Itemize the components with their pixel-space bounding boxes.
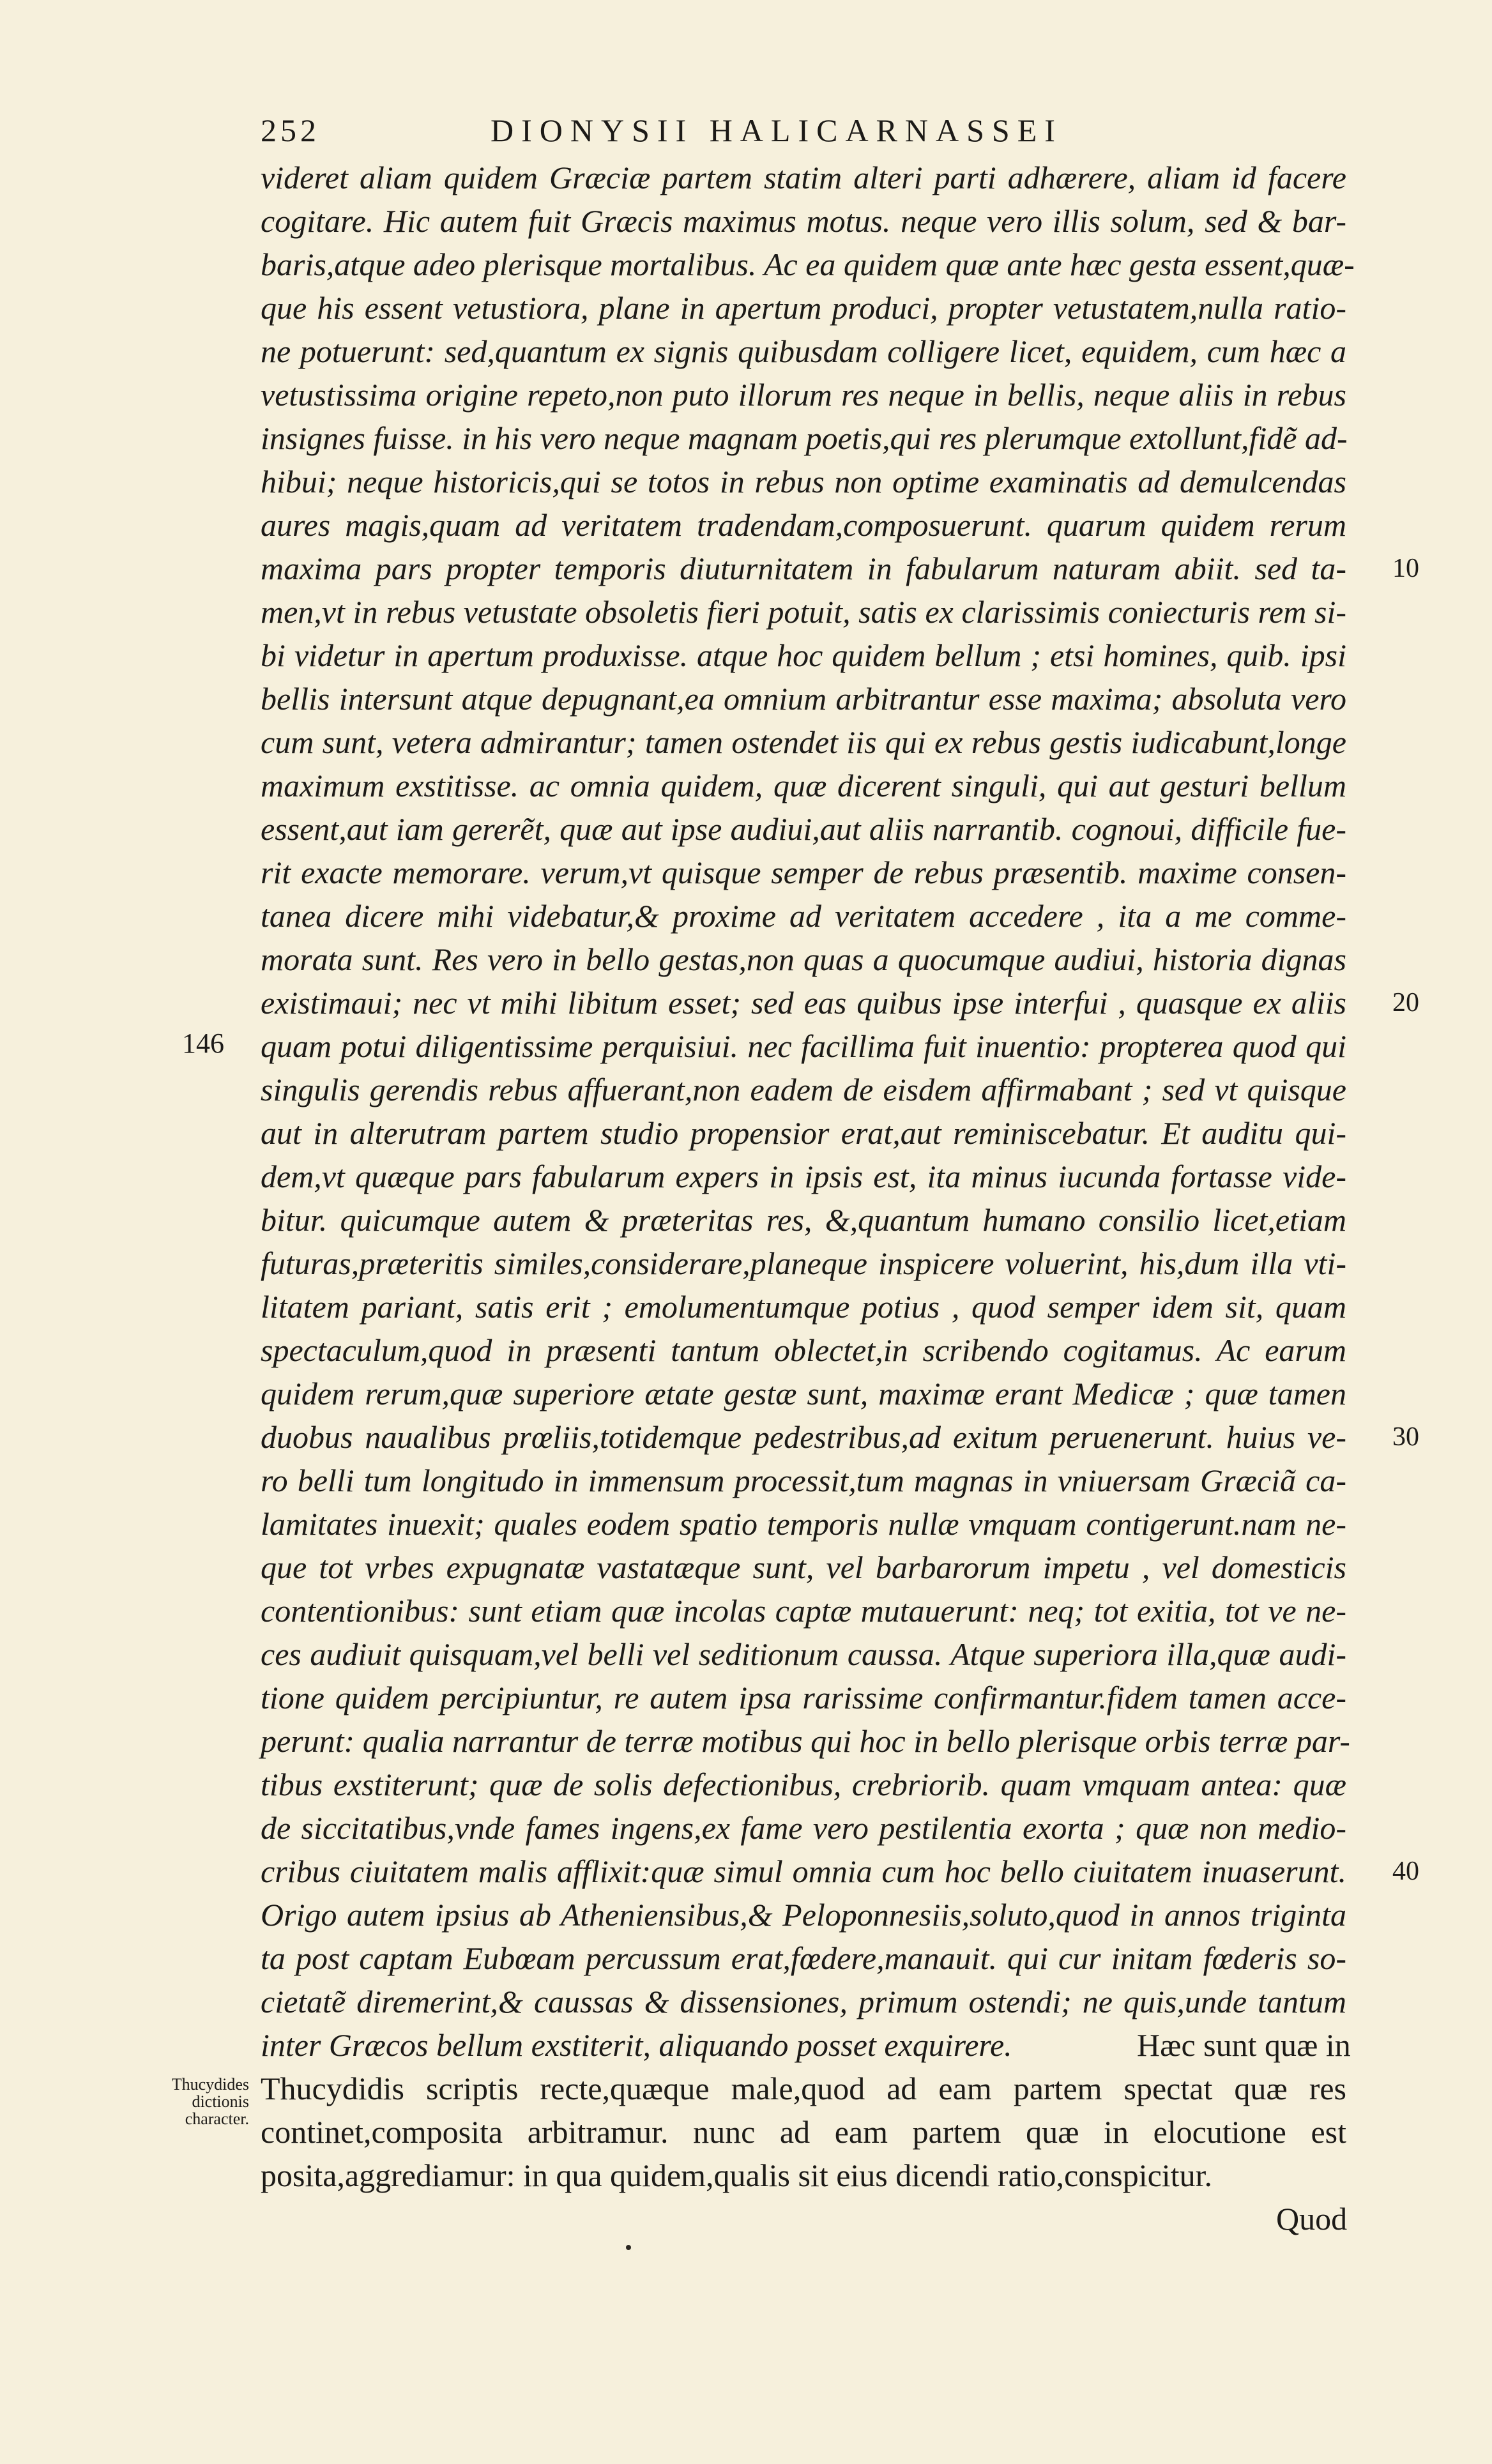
text-line: baris,atque adeo plerisque mortalibus. Ac ea quidem quæ ante hæc gesta essent,quæ-: [261, 247, 1355, 282]
text-line: tibus exstiterunt; quæ de solis defectionibus, crebriorib. quam vmquam antea: quæ: [261, 1767, 1346, 1802]
margin-note: Thucydides dictionis character.: [171, 2075, 249, 2128]
line-number: 10: [1392, 554, 1419, 583]
text-line: lamitates inuexit; quales eodem spatio temporis nullæ vmquam contigerunt.nam ne-: [261, 1506, 1346, 1542]
text-line: bi videtur in apertum produxisse. atque hoc quidem bellum ; etsi homines, quib. ipsi: [261, 637, 1346, 673]
text-line: contentionibus: sunt etiam quæ incolas captæ mutauerunt: neq; tot exitia, tot ve ne-: [261, 1593, 1346, 1629]
text-line: inter Græcos bellum exstiterit, aliquando posset exquirere.: [261, 2027, 1012, 2063]
text-line: ro belli tum longitudo in immensum processit,tum magnas in vniuersam Græciã ca-: [261, 1463, 1346, 1498]
text-line: continet,composita arbitramur. nunc ad eam partem quæ in elocutione est: [261, 2114, 1346, 2150]
running-title: DIONYSII HALICARNASSEI: [491, 112, 1063, 148]
text-line: perunt: qualia narrantur de terræ motibus qui hoc in bello plerisque orbis terræ par-: [261, 1723, 1350, 1759]
text-line: men,vt in rebus vetustate obsoletis fieri potuit, satis ex clarissimis coniecturis rem si-: [261, 594, 1346, 630]
text-line: hibui; neque historicis,qui se totos in rebus non optime examinatis ad demulcendas: [261, 464, 1346, 499]
line-number: 20: [1392, 988, 1419, 1017]
line-number: 40: [1392, 1857, 1419, 1886]
text-line: cum sunt, vetera admirantur; tamen ostendet iis qui ex rebus gestis iudicabunt,longe: [261, 724, 1346, 760]
text-line: bellis intersunt atque depugnant,ea omnium arbitrantur esse maxima; absoluta vero: [261, 681, 1346, 717]
page-header: [261, 112, 1346, 156]
text-line: Thucydidis scriptis recte,quæque male,quod ad eam partem spectat quæ res: [261, 2071, 1346, 2106]
text-line: cogitare. Hic autem fuit Græcis maximus motus. neque vero illis solum, sed & bar-: [261, 203, 1346, 239]
text-line: rit exacte memorare. verum,vt quisque semper de rebus præsentib. maxime consen-: [261, 855, 1346, 890]
text-line: morata sunt. Res vero in bello gestas,non quas a quocumque audiui, historia dignas: [261, 941, 1346, 977]
text-line-roman-tail: Hæc sunt quæ in: [1137, 2027, 1351, 2063]
text-line: singulis gerendis rebus affuerant,non eadem de eisdem affirmabant ; sed vt quisque: [261, 1072, 1346, 1107]
text-line: existimaui; nec vt mihi libitum esset; sed eas quibus ipse interfui , quasque ex aliis: [261, 985, 1346, 1021]
text-line: cribus ciuitatem malis afflixit:quæ simul omnia cum hoc bello ciuitatem inuaserunt.: [261, 1853, 1346, 1889]
text-line: maxima pars propter temporis diuturnitatem in fabularum naturam abiit. sed ta-: [261, 551, 1346, 586]
line-number: 30: [1392, 1422, 1419, 1452]
text-line: aures magis,quam ad veritatem tradendam,composuerunt. quarum quidem rerum: [261, 507, 1346, 543]
text-line: bitur. quicumque autem & præteritas res, &,quantum humano consilio licet,etiam: [261, 1202, 1346, 1238]
page-number: 252: [261, 112, 320, 148]
text-line: tanea dicere mihi videbatur,& proxime ad veritatem accedere , ita a me comme-: [261, 898, 1346, 934]
text-line: ces audiuit quisquam,vel belli vel seditionum caussa. Atque superiora illa,quæ audi-: [261, 1636, 1346, 1672]
text-line: vetustissima origine repeto,non puto illorum res neque in bellis, neque aliis in rebus: [261, 377, 1346, 413]
text-line: ta post captam Eubœam percussum erat,fœdere,manauit. qui cur initam fœderis so-: [261, 1940, 1346, 1976]
text-line: dem,vt quæque pars fabularum expers in ipsis est, ita minus iucunda fortasse vide-: [261, 1159, 1346, 1194]
margin-page-reference: 146: [182, 1028, 224, 1059]
text-line: aut in alterutram partem studio propensior erat,aut reminiscebatur. Et auditu qui-: [261, 1115, 1346, 1151]
text-line: spectaculum,quod in præsenti tantum oblectet,in scribendo cogitamus. Ac earum: [261, 1332, 1346, 1368]
text-line: de siccitatibus,vnde fames ingens,ex fame vero pestilentia exorta ; quæ non medio-: [261, 1810, 1346, 1846]
text-line: litatem pariant, satis erit ; emolumentumque potius , quod semper idem sit, quam: [261, 1289, 1346, 1325]
text-line: quam potui diligentissime perquisiui. nec facillima fuit inuentio: propterea quod qui: [261, 1028, 1346, 1064]
text-line: maximum exstitisse. ac omnia quidem, quæ dicerent singuli, qui aut gesturi bellum: [261, 768, 1346, 803]
text-line: insignes fuisse. in his vero neque magnam poetis,qui res plerumque extollunt,fidẽ ad-: [261, 420, 1348, 456]
text-line: que tot vrbes expugnatæ vastatæque sunt, vel barbarorum impetu , vel domesticis: [261, 1549, 1346, 1585]
text-line: futuras,præteritis similes,considerare,planeque inspicere voluerint, his,dum illa vti-: [261, 1245, 1346, 1281]
text-line: videret aliam quidem Græciæ partem statim alteri parti adhærere, aliam id facere: [261, 160, 1346, 195]
catchword: Quod: [1276, 2201, 1348, 2237]
text-line: quidem rerum,quæ superiore ætate gestæ sunt, maximæ erant Medicæ ; quæ tamen: [261, 1376, 1346, 1411]
text-line: Origo autem ipsius ab Atheniensibus,& Peloponnesiis,soluto,quod in annos triginta: [261, 1897, 1346, 1933]
text-line: duobus naualibus prœliis,totidemque pedestribus,ad exitum peruenerunt. huius ve-: [261, 1419, 1346, 1455]
text-line: ne potuerunt: sed,quantum ex signis quibusdam colligere licet, equidem, cum hæc a: [261, 333, 1346, 369]
ink-dot: [626, 2245, 631, 2250]
text-line: essent,aut iam gererẽt, quæ aut ipse audiui,aut aliis narrantib. cognoui, difficile fue-: [261, 811, 1346, 847]
text-line: posita,aggrediamur: in qua quidem,qualis sit eius dicendi ratio,conspicitur.: [261, 2157, 1212, 2193]
text-line: que his essent vetustiora, plane in apertum produci, propter vetustatem,nulla ratio-: [261, 290, 1346, 326]
text-line: tione quidem percipiuntur, re autem ipsa rarissime confirmantur.fidem tamen acce-: [261, 1680, 1346, 1715]
text-line: cietatẽ diremerint,& caussas & dissensiones, primum ostendi; ne quis,unde tantum: [261, 1984, 1346, 2019]
